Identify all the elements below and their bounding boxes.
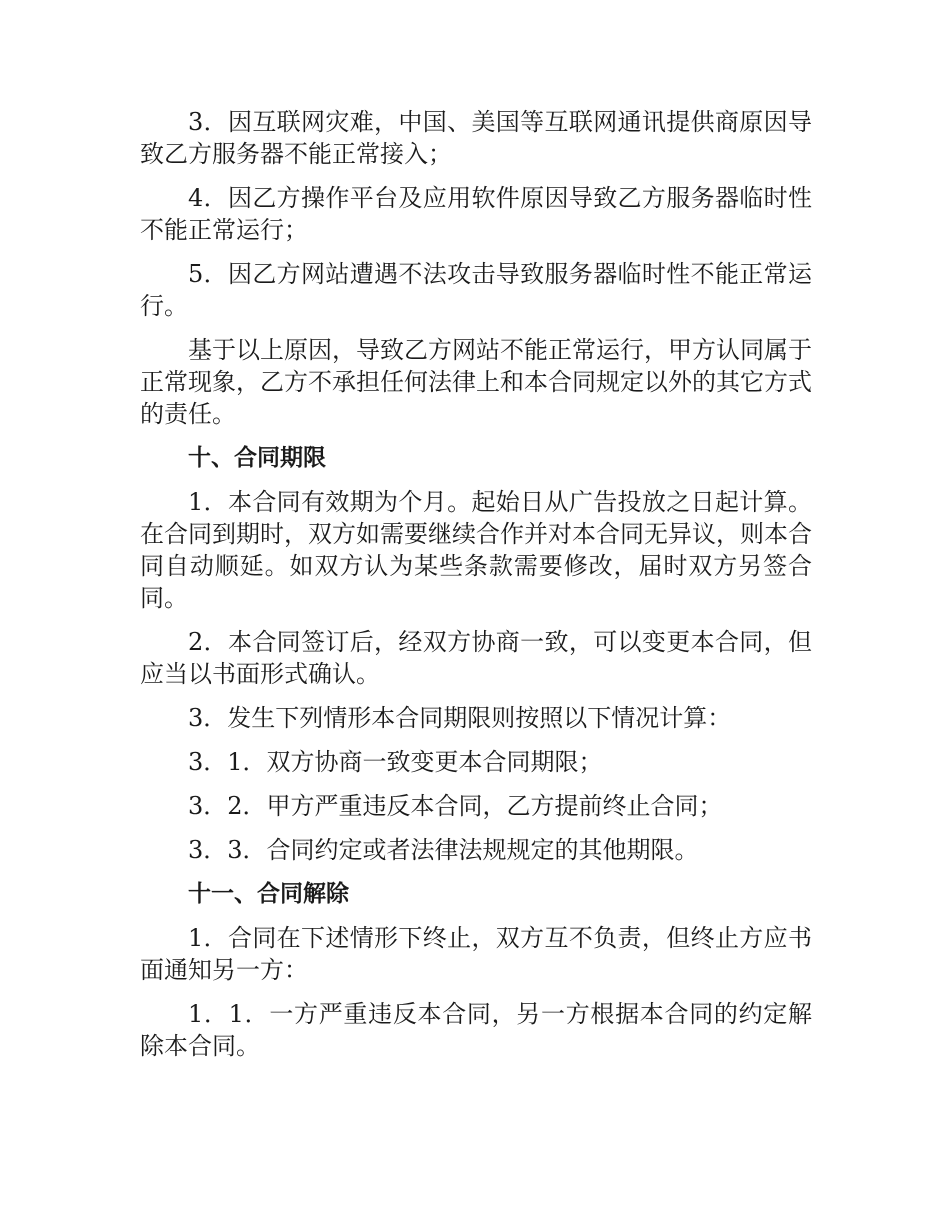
clause-term-1: 1．本合同有效期为个月。起始日从广告投放之日起计算。在合同到期时，双方如需要继续合作并对本合同无异议，则本合同自动顺延。如双方认为某些条款需要修改，届时双方另签合同。 [140, 488, 812, 612]
clause-term-3-3: 3．3．合同约定或者法律法规规定的其他期限。 [188, 836, 699, 864]
clause-force-majeure-4: 4．因乙方操作平台及应用软件原因导致乙方服务器临时性不能正常运行； [140, 184, 812, 244]
clause-force-majeure-summary: 基于以上原因，导致乙方网站不能正常运行，甲方认同属于正常现象，乙方不承担任何法律上和本合同规定以外的其它方式的责任。 [140, 336, 812, 428]
section-heading-contract-term: 十、合同期限 [188, 445, 326, 471]
clause-force-majeure-5: 5．因乙方网站遭遇不法攻击导致服务器临时性不能正常运行。 [140, 260, 812, 320]
clause-term-2: 2．本合同签订后，经双方协商一致，可以变更本合同，但应当以书面形式确认。 [140, 628, 812, 688]
clause-termination-1-1: 1．1．一方严重违反本合同，另一方根据本合同的约定解除本合同。 [140, 1000, 812, 1060]
clause-term-3-2: 3．2．甲方严重违反本合同，乙方提前终止合同； [188, 792, 723, 820]
clause-term-3-1: 3．1．双方协商一致变更本合同期限； [188, 748, 603, 776]
document-page [140, 106, 812, 1074]
clause-force-majeure-3: 3．因互联网灾难，中国、美国等互联网通讯提供商原因导致乙方服务器不能正常接入； [140, 108, 812, 168]
section-heading-contract-termination: 十一、合同解除 [188, 881, 349, 907]
clause-termination-1: 1．合同在下述情形下终止，双方互不负责，但终止方应书面通知另一方： [140, 924, 812, 984]
clause-term-3: 3．发生下列情形本合同期限则按照以下情况计算： [188, 704, 732, 732]
